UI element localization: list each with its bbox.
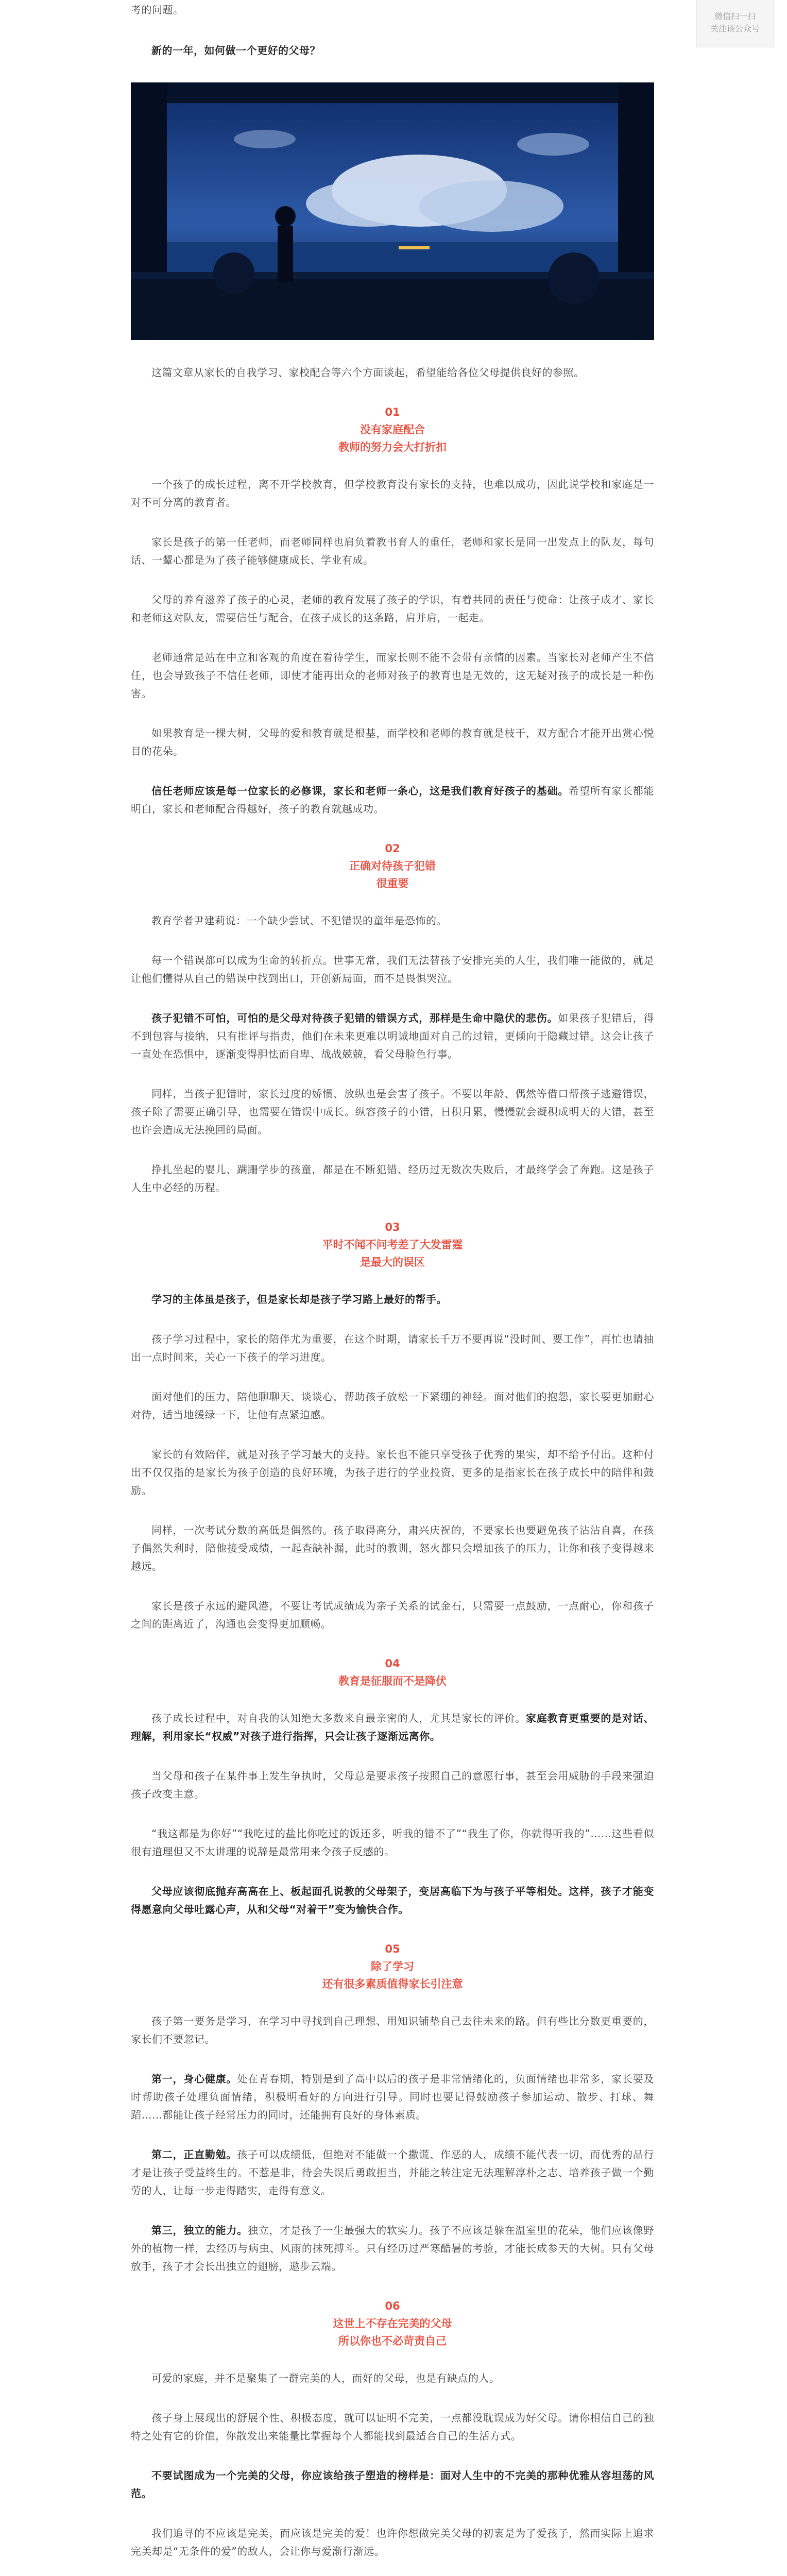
paragraph: 父母的养育滋养了孩子的心灵，老师的教育发展了孩子的学识，有着共同的责任与使命：让孩子成才、家长和老师这对队友，需要信任与配合，在孩子成长的这条路，肩并肩，一起走。	[131, 594, 654, 624]
item-text: 处在青春期，特别是到了高中以后的孩子是非常情绪化的，负面情绪也非常多，家长要及时帮助孩子处理负面情绪，积极明看好的方向进行引导。同时也要记得鼓励孩子参加运动、散步、打球、舞蹈……都能让孩子经常压力的同时，还能拥有良好的身体素质。	[131, 2073, 655, 2121]
section-01-heading	[131, 403, 654, 456]
item-lead: 第三，独立的能力。	[151, 2224, 248, 2236]
section-title-line2: 很重要	[376, 877, 409, 890]
intro-question: 新的一年，如何做一个更好的父母？	[151, 44, 320, 57]
section-title-line2: 所以你也不必苛责自己	[338, 2335, 447, 2347]
hero-image-night-sky	[131, 82, 654, 340]
article-body	[131, 0, 654, 2576]
paragraph-text: 如果孩子犯错后，得不到包容与接纳，只有批评与指责，他们在未来更难以明诚地面对自己的过错，更倾向于隐藏过错。这会让孩子一直处在恐惧中，逐渐变得胆怯而自卑、战战兢兢，看父母脸色行事。	[131, 1012, 655, 1060]
paragraph: 我们追寻的不应该是完美，而应该是完美的爱！也许你想做完美父母的初衷是为了爱孩子，然而实际上追求完美却是“无条件的爱”的敌人，会让你与爱渐行渐远。	[131, 2527, 654, 2557]
paragraph: 每一个错误都可以成为生命的转折点。世事无常，我们无法替孩子安排完美的人生，我们唯一能做的，就是让他们懂得从自己的错误中找到出口，开创新局面，而不是畏惧哭泣。	[131, 954, 654, 985]
paragraph-emphasis: 不要试图成为一个完美的父母，你应该给孩子塑造的榜样是：面对人生中的不完美的那种优雅从容坦荡的风范。	[131, 2469, 654, 2500]
paragraph: 家长是孩子永远的避风港，不要让考试成绩成为亲子关系的试金石，只需要一点鼓励，一点耐心，你和孩子之间的距离近了，沟通也会变得更加顺畅。	[131, 1600, 654, 1630]
paragraph: 可爱的家庭，并不是聚集了一群完美的人，而好的父母，也是有缺点的人。	[151, 2372, 500, 2384]
section-number: 01	[385, 406, 400, 418]
paragraph: “我这都是为你好”“我吃过的盐比你吃过的饭还多，听我的错不了”“我生了你，你就得听我的”……这些看似很有道理但又不太讲理的说辞是最常用来令孩子反感的。	[131, 1827, 654, 1858]
section-03-heading	[131, 1218, 654, 1271]
paragraph-emphasis	[131, 1009, 654, 1063]
item-lead: 第二，正直勤勉。	[151, 2148, 237, 2161]
paragraph: 挣扎坐起的婴儿、蹒跚学步的孩童，都是在不断犯错、经历过无数次失败后，才最终学会了奔跑。这是孩子人生中必经的历程。	[131, 1163, 654, 1194]
paragraph-emphasis: 学习的主体虽是孩子，但是家长却是孩子学习路上最好的帮手。	[151, 1293, 447, 1306]
item-text: 孩子可以成绩低，但绝对不能做一个撒谎、作恶的人，成绩不能代表一切，而优秀的品行才是让孩子受益终生的。不惹是非，待会失误后勇敢担当，并能之转注定无法理解淳朴之志、培养孩子做一个勤劳的人，让每一步走得踏实，走得有意义。	[131, 2148, 655, 2197]
item-lead: 第一，身心健康。	[151, 2073, 237, 2085]
paragraph: 孩子学习过程中，家长的陪伴尤为重要，在这个时期，请家长千万不要再说“没时间、要工作”，再忙也请抽出一点时间来，关心一下孩子的学习进度。	[131, 1333, 654, 1363]
section-number: 02	[385, 842, 400, 855]
paragraph-emphasis	[131, 1709, 654, 1745]
section-04-heading	[131, 1655, 654, 1690]
paragraph: 孩子第一要务是学习，在学习中寻找到自己理想、用知识铺垫自己去往未来的路。但有些比分数更重要的，家长们不要忽记。	[131, 2015, 654, 2045]
list-item	[131, 2146, 654, 2200]
item-text: 独立，才是孩子一生最强大的软实力。孩子不应该是躲在温室里的花朵，他们应该像野外的植物一样，去经历与病虫、风雨的抹死搏斗。只有经历过严寒酷暑的考验，才能长成参天的大树。只有父母放手，孩子才会长出独立的翅膀，遨步云端。	[131, 2224, 655, 2273]
follow-account-badge[interactable]	[696, 0, 774, 47]
section-number: 05	[385, 1943, 400, 1955]
paragraph: 同样，一次考试分数的高低是偶然的。孩子取得高分，肃兴庆祝的，不要家长也要避免孩子沾沾自喜，在孩子偶然失利时，陪他接受成绩，一起查缺补漏，此时的教训，怒火都只会增加孩子的压力，让你和孩子变得越来越远。	[131, 1524, 654, 1572]
section-title-line1: 正确对待孩子犯错	[349, 860, 436, 872]
section-title-line2: 教师的努力会大打折扣	[338, 441, 447, 453]
paragraph: 家长是孩子的第一任老师，而老师同样也肩负着教书育人的重任，老师和家长是同一出发点上的队友，每句话、一颦心都是为了孩子能够健康成长、学业有成。	[131, 536, 654, 566]
paragraph: 面对他们的压力，陪他聊聊天、谈谈心，帮助孩子放松一下紧绷的神经。面对他们的抱怨，家长要更加耐心对待，适当地缓绿一下，让他有点紧迫感。	[131, 1391, 654, 1421]
qr-scan-label: 微信扫一扫	[714, 11, 756, 21]
intro-tail-text: 考的问题。	[131, 4, 184, 16]
emphasis-text: 家庭教育更重要的是对话、理解，利用家长“权威”对孩子进行指挥，只会让孩子逐渐远离你。	[131, 1712, 655, 1742]
section-05-heading	[131, 1940, 654, 1993]
section-02-heading	[131, 840, 654, 892]
paragraph: 老师通常是站在中立和客观的角度在看待学生，而家长则不能不会带有亲情的因素。当家长对老师产生不信任，也会导致孩子不信任老师，即使才能再出众的老师对孩子的教育也是无效的，这无疑对孩子的成长是一种伤害。	[131, 651, 654, 700]
section-number: 04	[385, 1657, 400, 1670]
paragraph-emphasis	[131, 782, 654, 818]
paragraph: 孩子身上展现出的舒展个性、积极态度，就可以证明不完美，一点都没耽误成为好父母。请你相信自己的独特之处有它的价值，你散发出来能量比掌握每个人都能找到最适合自己的生活方式。	[131, 2412, 654, 2442]
paragraph: 教育学者尹建莉说：一个缺少尝试、不犯错误的童年是恐怖的。	[151, 914, 447, 927]
paragraph: 如果教育是一棵大树，父母的爱和教育就是根基，而学校和老师的教育就是枝干，双方配合才能开出赏心悦目的花朵。	[131, 727, 654, 757]
paragraph-text: 希望所有家长都能明白，家长和老师配合得越好，孩子的教育就越成功。	[131, 785, 655, 815]
paragraph-emphasis: 父母应该彻底抛弃高高在上、板起面孔说教的父母架子，变居高临下为与孩子平等相处。这样，孩子才能变得愿意向父母吐露心声，从和父母“对着干”变为愉快合作。	[131, 1885, 654, 1916]
section-title-line1: 除了学习	[371, 1960, 414, 1973]
emphasis-text: 孩子犯错不可怕，可怕的是父母对待孩子犯错的错误方式，那样是生命中隐伏的悲伤。	[151, 1012, 558, 1024]
paragraph: 当父母和孩子在某件事上发生争执时，父母总是要求孩子按照自己的意愿行事，甚至会用威胁的手段来强迫孩子改变主意。	[131, 1770, 654, 1800]
list-item	[131, 2222, 654, 2276]
emphasis-text: 信任老师应该是每一位家长的必修课，家长和老师一条心，这是我们教育好孩子的基础。	[151, 785, 569, 797]
section-number: 03	[385, 1221, 400, 1233]
section-title-line2: 还有很多素质值得家长引注意	[322, 1978, 463, 1990]
intro-summary: 这篇文章从家长的自我学习、家校配合等六个方面谈起，希望能给各位父母提供良好的参照。	[151, 366, 585, 379]
list-item	[131, 2070, 654, 2124]
section-number: 06	[385, 2300, 400, 2312]
section-06-heading	[131, 2297, 654, 2350]
section-title-line1: 平时不闻不问考差了大发雷霆	[322, 1239, 463, 1251]
section-title-line1: 教育是征服而不是降伏	[338, 1675, 447, 1687]
paragraph: 一个孩子的成长过程，离不开学校教育，但学校教育没有家长的支持，也难以成功，因此说学校和家庭是一对不可分离的教育者。	[131, 478, 654, 509]
section-title-line1: 这世上不存在完美的父母	[333, 2317, 452, 2330]
paragraph: 同样，当孩子犯错时，家长过度的娇惯、放纵也是会害了孩子。不要以年龄、偶然等借口帮孩子逃避错误，孩子除了需要正确引导，也需要在错误中成长。纵容孩子的小错，日积月累，慢慢就会凝积成明天的大错，甚至也许会造成无法挽回的局面。	[131, 1088, 654, 1136]
qr-follow-label: 关注该公众号	[710, 24, 760, 33]
section-title-line1: 没有家庭配合	[360, 423, 425, 436]
paragraph-text: 孩子成长过程中，对自我的认知绝大多数来自最亲密的人，尤其是家长的评价。	[151, 1712, 526, 1724]
paragraph: 家长的有效陪伴，就是对孩子学习最大的支持。家长也不能只享受孩子优秀的果实，却不给予付出。这种付出不仅仅指的是家长为孩子创造的良好环境，为孩子进行的学业投资，更多的是指家长在孩子成长中的陪伴和鼓励。	[131, 1448, 654, 1497]
section-title-line2: 是最大的误区	[360, 1256, 425, 1268]
